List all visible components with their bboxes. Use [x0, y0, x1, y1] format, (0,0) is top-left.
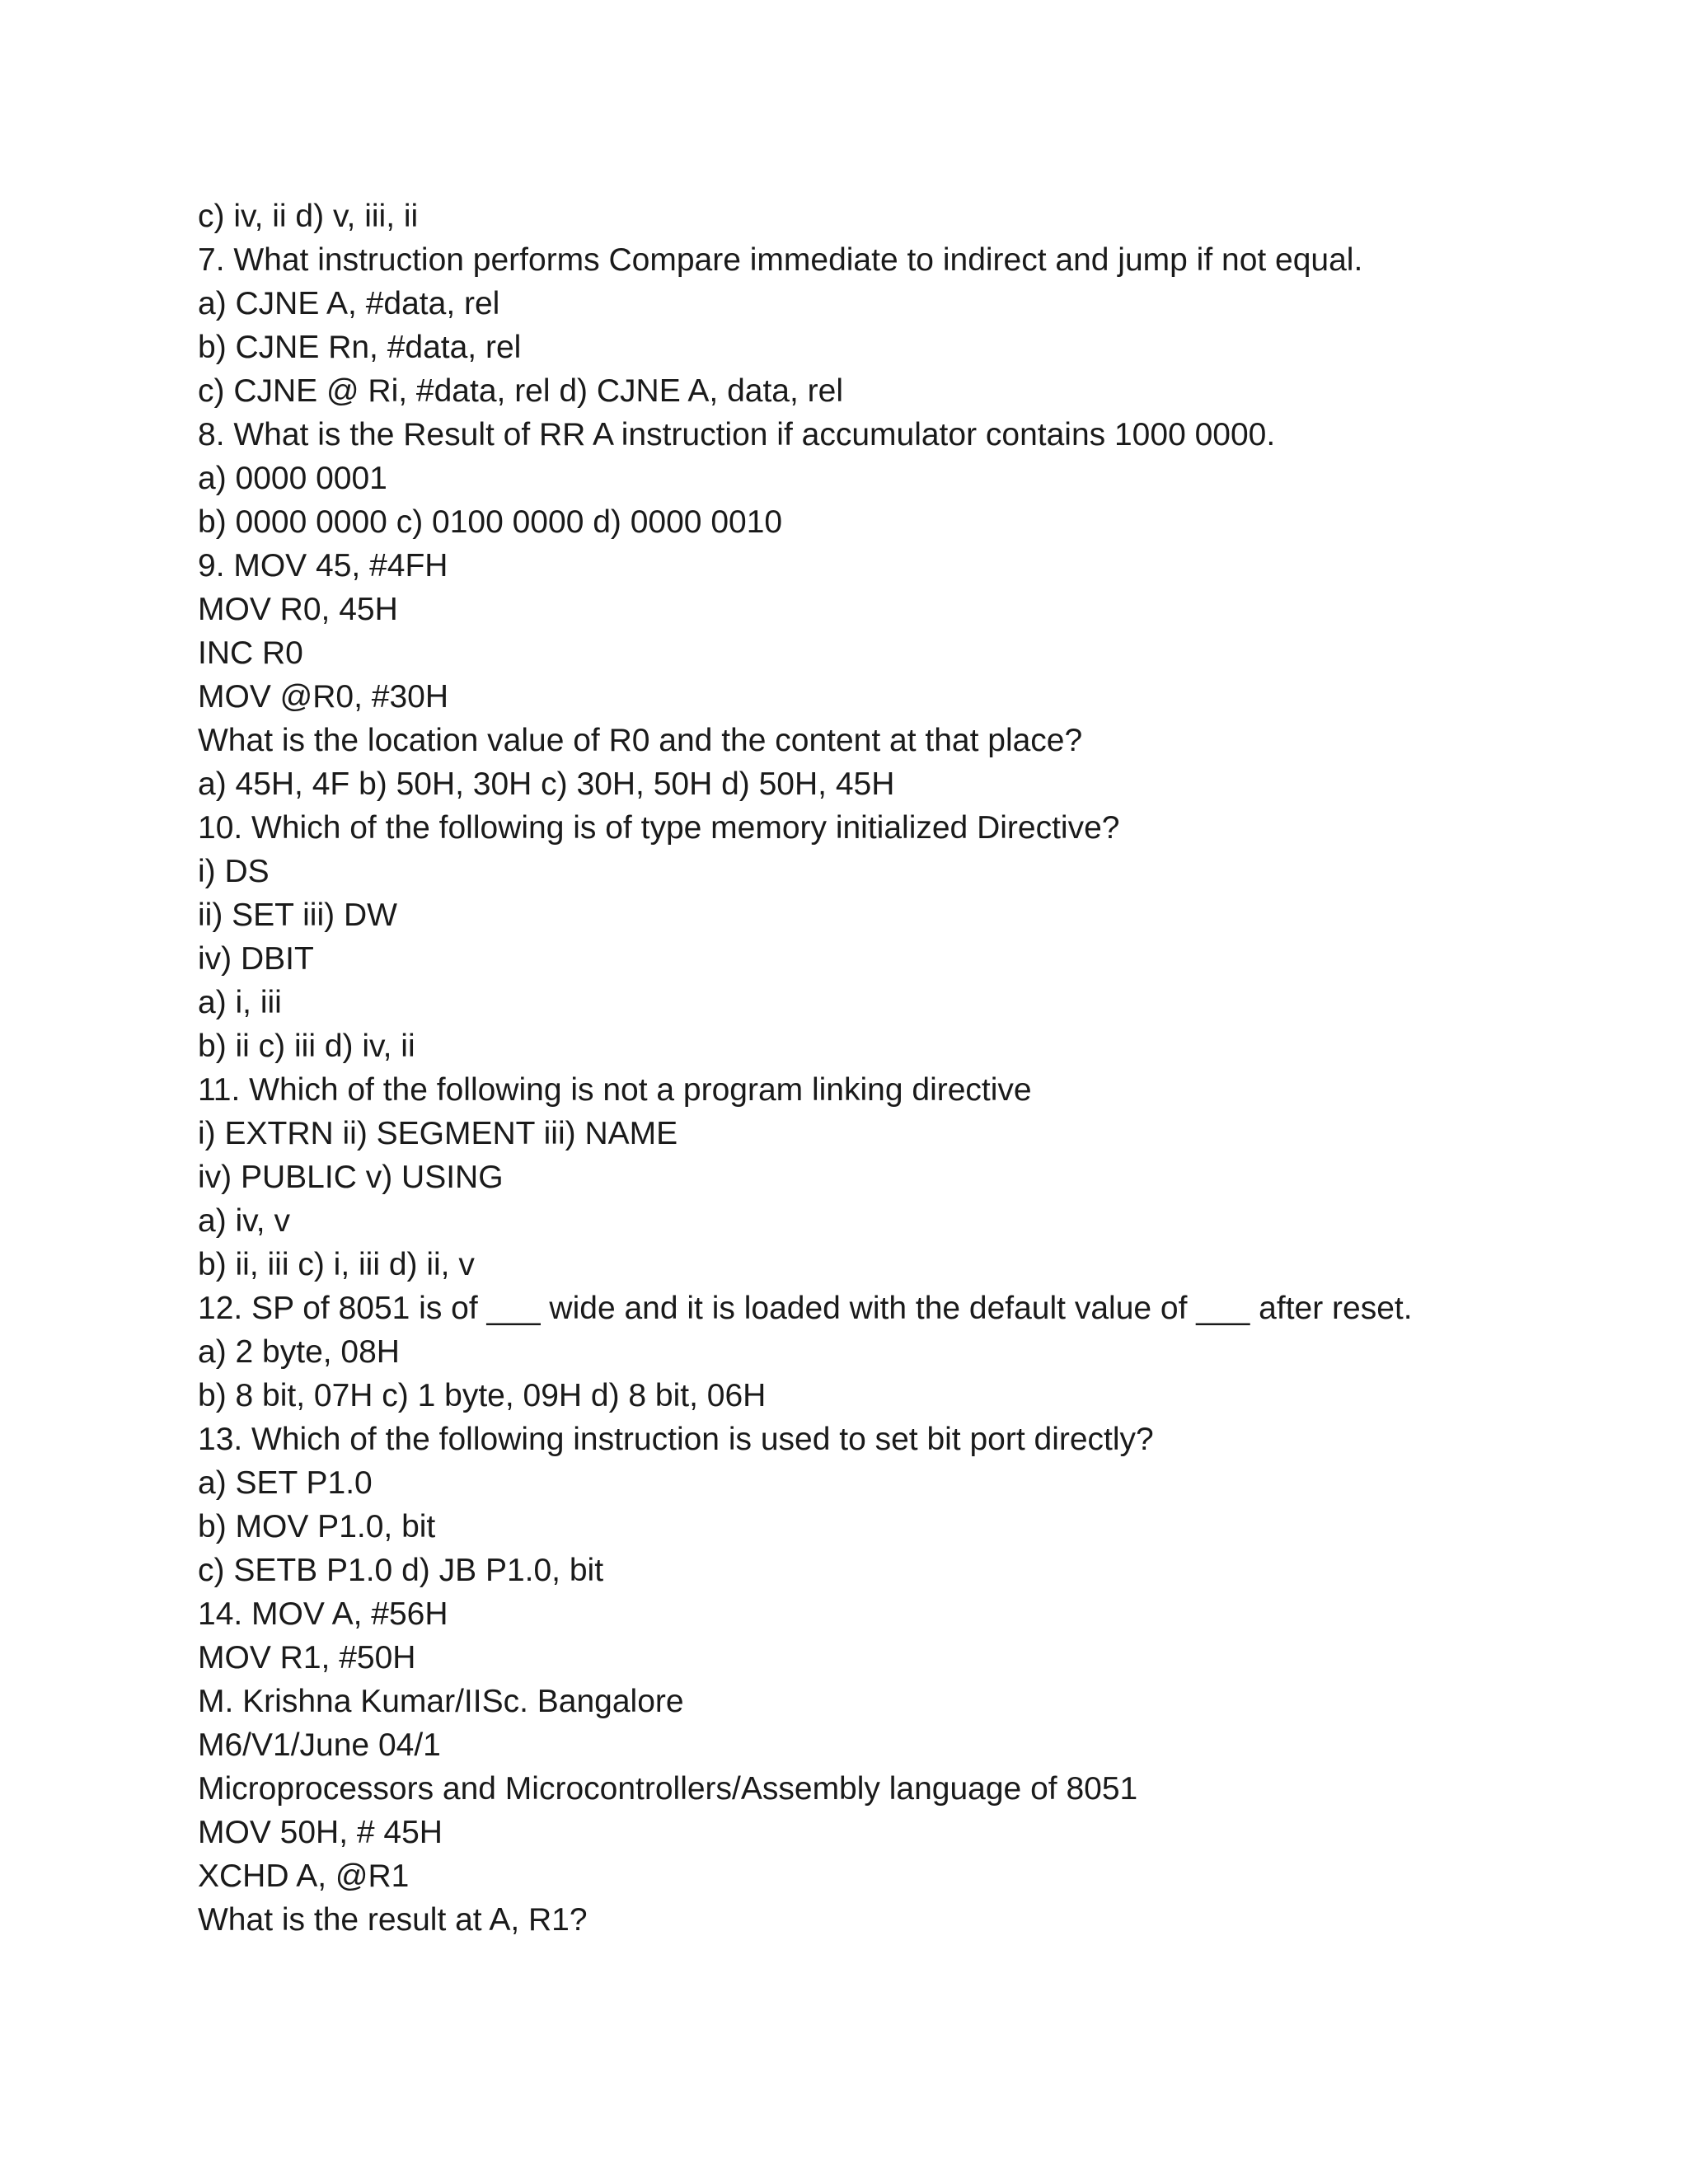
choice-line: iv) PUBLIC v) USING	[198, 1160, 504, 1195]
option-line: b) MOV P1.0, bit	[198, 1509, 436, 1544]
option-line: b) 8 bit, 07H c) 1 byte, 09H d) 8 bit, 06H	[198, 1378, 767, 1413]
option-line: a) 0000 0001	[198, 461, 387, 496]
author-line: M. Krishna Kumar/IISc. Bangalore	[198, 1684, 684, 1719]
question-8: 8. What is the Result of RR A instruction if accumulator contains 1000 0000.	[198, 417, 1276, 452]
choice-line: iv) DBIT	[198, 941, 314, 977]
option-line: a) 45H, 4F b) 50H, 30H c) 30H, 50H d) 50H, 45H	[198, 766, 895, 802]
option-line: a) iv, v	[198, 1203, 290, 1239]
option-line: c) CJNE @ Ri, #data, rel d) CJNE A, data, rel	[198, 373, 844, 409]
question-7: 7. What instruction performs Compare immediate to indirect and jump if not equal.	[198, 242, 1363, 278]
option-line: a) SET P1.0	[198, 1465, 373, 1501]
code-line: MOV R1, #50H	[198, 1640, 416, 1675]
option-line: a) i, iii	[198, 985, 282, 1020]
option-line: b) CJNE Rn, #data, rel	[198, 330, 522, 365]
option-line: b) ii c) iii d) iv, ii	[198, 1029, 415, 1064]
question-9: 9. MOV 45, #4FH	[198, 548, 448, 583]
version-line: M6/V1/June 04/1	[198, 1727, 441, 1763]
question-prompt: What is the location value of R0 and the content at that place?	[198, 723, 1083, 758]
code-line: MOV 50H, # 45H	[198, 1815, 443, 1850]
choice-line: ii) SET iii) DW	[198, 898, 397, 933]
question-prompt: What is the result at A, R1?	[198, 1902, 588, 1938]
code-line: INC R0	[198, 635, 303, 671]
option-line: a) 2 byte, 08H	[198, 1334, 400, 1370]
question-11: 11. Which of the following is not a program linking directive	[198, 1072, 1032, 1108]
text-line: c) iv, ii d) v, iii, ii	[198, 199, 419, 234]
question-14: 14. MOV A, #56H	[198, 1596, 448, 1632]
option-line: c) SETB P1.0 d) JB P1.0, bit	[198, 1553, 604, 1588]
question-12: 12. SP of 8051 is of ___ wide and it is loaded with the default value of ___ after reset.	[198, 1291, 1413, 1326]
question-10: 10. Which of the following is of type memory initialized Directive?	[198, 810, 1120, 846]
option-line: a) CJNE A, #data, rel	[198, 286, 500, 321]
choice-line: i) EXTRN ii) SEGMENT iii) NAME	[198, 1116, 678, 1151]
code-line: MOV R0, 45H	[198, 592, 398, 627]
option-line: b) ii, iii c) i, iii d) ii, v	[198, 1247, 475, 1282]
code-line: MOV @R0, #30H	[198, 679, 449, 715]
question-13: 13. Which of the following instruction is used to set bit port directly?	[198, 1422, 1154, 1457]
code-line: XCHD A, @R1	[198, 1858, 410, 1894]
choice-line: i) DS	[198, 854, 270, 889]
option-line: b) 0000 0000 c) 0100 0000 d) 0000 0010	[198, 504, 783, 540]
course-title-line: Microprocessors and Microcontrollers/Assembly language of 8051	[198, 1771, 1138, 1807]
question-text-block	[198, 194, 1517, 1942]
